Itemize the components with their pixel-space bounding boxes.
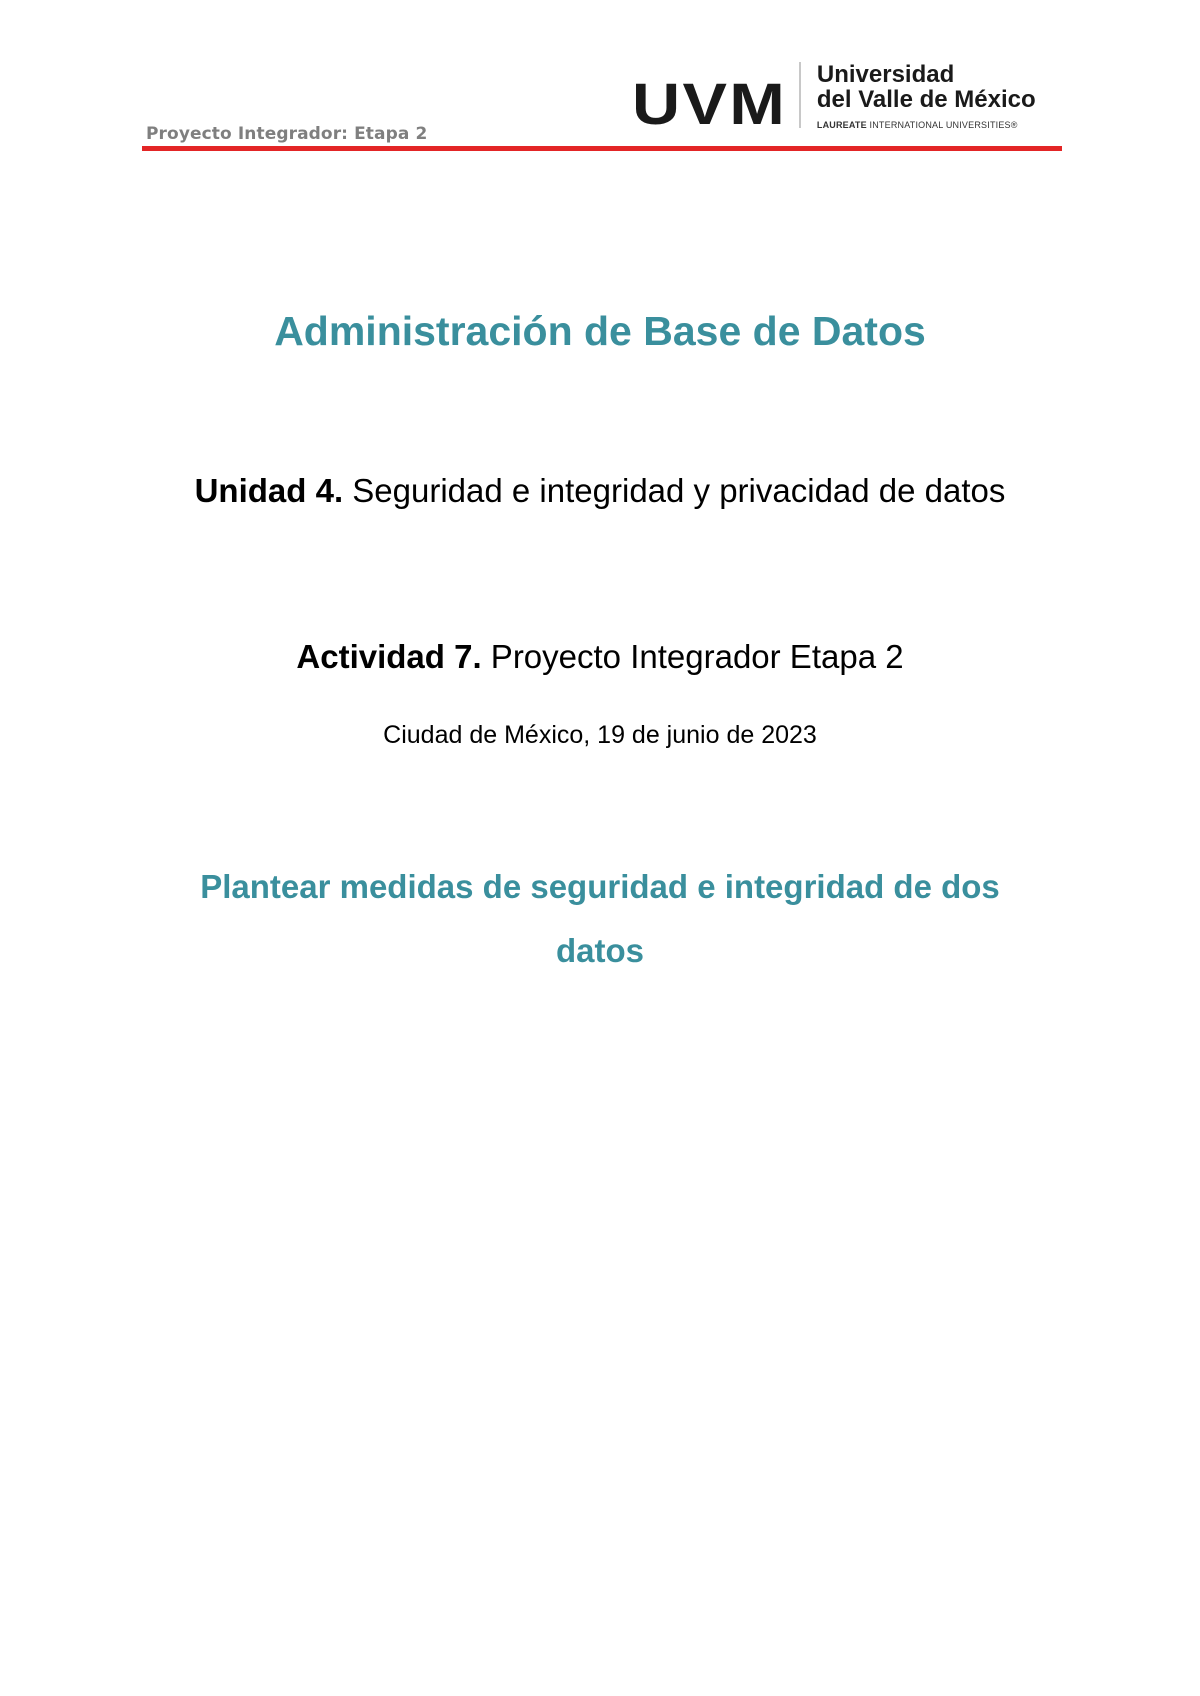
logo-divider [799, 62, 801, 128]
place-date: Ciudad de México, 19 de junio de 2023 [383, 721, 817, 749]
activity-label: Actividad 7. [296, 638, 482, 675]
logo-network-line [817, 118, 1036, 132]
logo-university-line2: del Valle de México [816, 86, 1036, 113]
logo-network-rest: INTERNATIONAL UNIVERSITIES® [866, 120, 1018, 130]
uvm-logo-mark: UVM [632, 72, 788, 137]
unit-label: Unidad 4. [194, 472, 344, 509]
header-document-title: Proyecto Integrador: Etapa 2 [146, 124, 428, 144]
logo-university-line1: Universidad [816, 61, 955, 88]
objective-heading [0, 855, 1200, 983]
logo-text [817, 62, 1036, 132]
objective-line-2: datos [555, 932, 644, 969]
activity-text: Proyecto Integrador Etapa 2 [481, 638, 904, 675]
uvm-logo [632, 61, 1036, 137]
unit-text: Seguridad e integridad y privacidad de datos [343, 472, 1006, 509]
logo-network-bold: LAUREATE [816, 120, 867, 130]
header-rule [142, 146, 1062, 151]
objective-line-1: Plantear medidas de seguridad e integridad de dos [200, 868, 1000, 905]
course-title: Administración de Base de Datos [274, 308, 926, 354]
activity-heading [0, 638, 1200, 676]
unit-heading [0, 472, 1200, 510]
